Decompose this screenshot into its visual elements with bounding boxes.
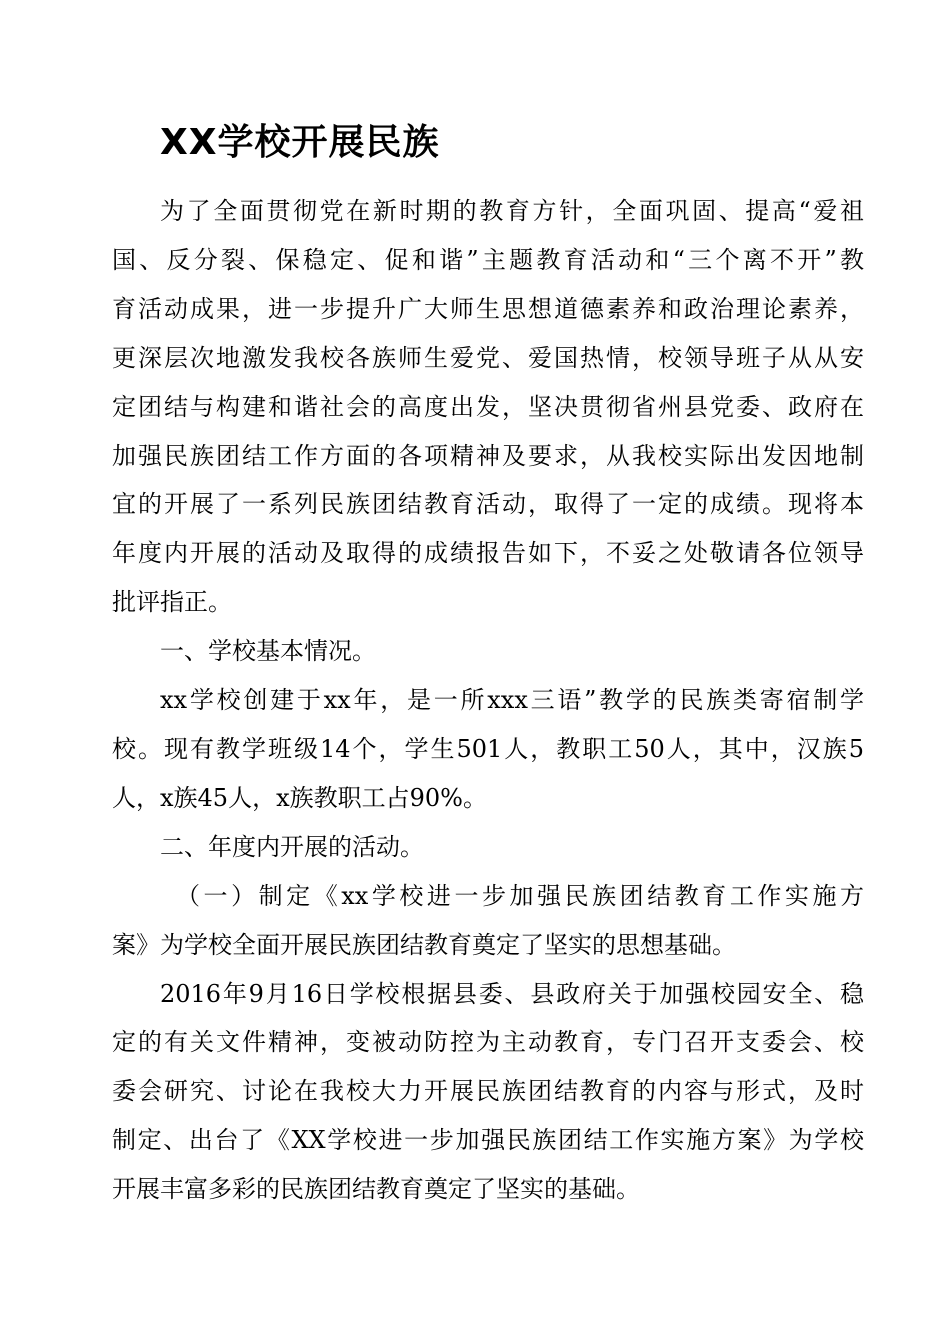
subsection-heading-plan — [112, 872, 864, 970]
text-line: 案》为学校全面开展民族团结教育奠定了坚实的思想基础。 — [112, 930, 736, 959]
text-line: 加强民族团结工作方面的各项精神及要求，从我校实际出发因地制 — [112, 441, 864, 470]
document-title: XX学校开展民族 — [160, 122, 440, 163]
text-line: 校。现有教学班级14个，学生501人，教职工50人，其中，汉族5 — [112, 734, 864, 763]
text-line: 一、学校基本情况。 — [160, 637, 376, 666]
section-heading-activities — [112, 823, 864, 872]
text-line: 人，x族45人，x族教职工占90%。 — [112, 783, 487, 812]
text-line: 定团结与构建和谐社会的高度出发，坚决贯彻省州县党委、政府在 — [112, 392, 864, 421]
text-line: 更深层次地激发我校各族师生爱党、爱国热情，校领导班子从从安 — [112, 343, 864, 372]
text-line: 2016年9月16日学校根据县委、县政府关于加强校园安全、稳 — [160, 979, 864, 1008]
text-line: 委会研究、讨论在我校大力开展民族团结教育的内容与形式，及时 — [112, 1077, 864, 1106]
text-line: （一）制定《xx学校进一步加强民族团结教育工作实施方 — [176, 881, 864, 910]
text-line: 年度内开展的活动及取得的成绩报告如下，不妥之处敬请各位领导 — [112, 539, 864, 568]
text-line: 批评指正。 — [112, 588, 232, 617]
text-line: 制定、出台了《XX学校进一步加强民族团结工作实施方案》为学校 — [112, 1126, 864, 1155]
text-line: 开展丰富多彩的民族团结教育奠定了坚实的基础。 — [112, 1175, 640, 1204]
text-line: 国、反分裂、保稳定、促和谐”主题教育活动和“三个离不开”教 — [112, 245, 864, 274]
document-body — [112, 187, 864, 1214]
text-line: 二、年度内开展的活动。 — [160, 832, 424, 861]
text-line: 宜的开展了一系列民族团结教育活动，取得了一定的成绩。现将本 — [112, 490, 864, 519]
paragraph-school-info — [112, 676, 864, 823]
text-line: 为了全面贯彻党在新时期的教育方针，全面巩固、提高“爱祖 — [160, 197, 864, 225]
text-line: 育活动成果，进一步提升广大师生思想道德素养和政治理论素养， — [112, 294, 864, 323]
paragraph-plan-details — [112, 970, 864, 1215]
paragraph-intro — [112, 187, 864, 627]
section-heading-school-info — [112, 627, 864, 676]
text-line: xx学校创建于xx年，是一所xxx三语”教学的民族类寄宿制学 — [160, 686, 864, 715]
text-line: 定的有关文件精神，变被动防控为主动教育，专门召开支委会、校 — [112, 1028, 864, 1057]
